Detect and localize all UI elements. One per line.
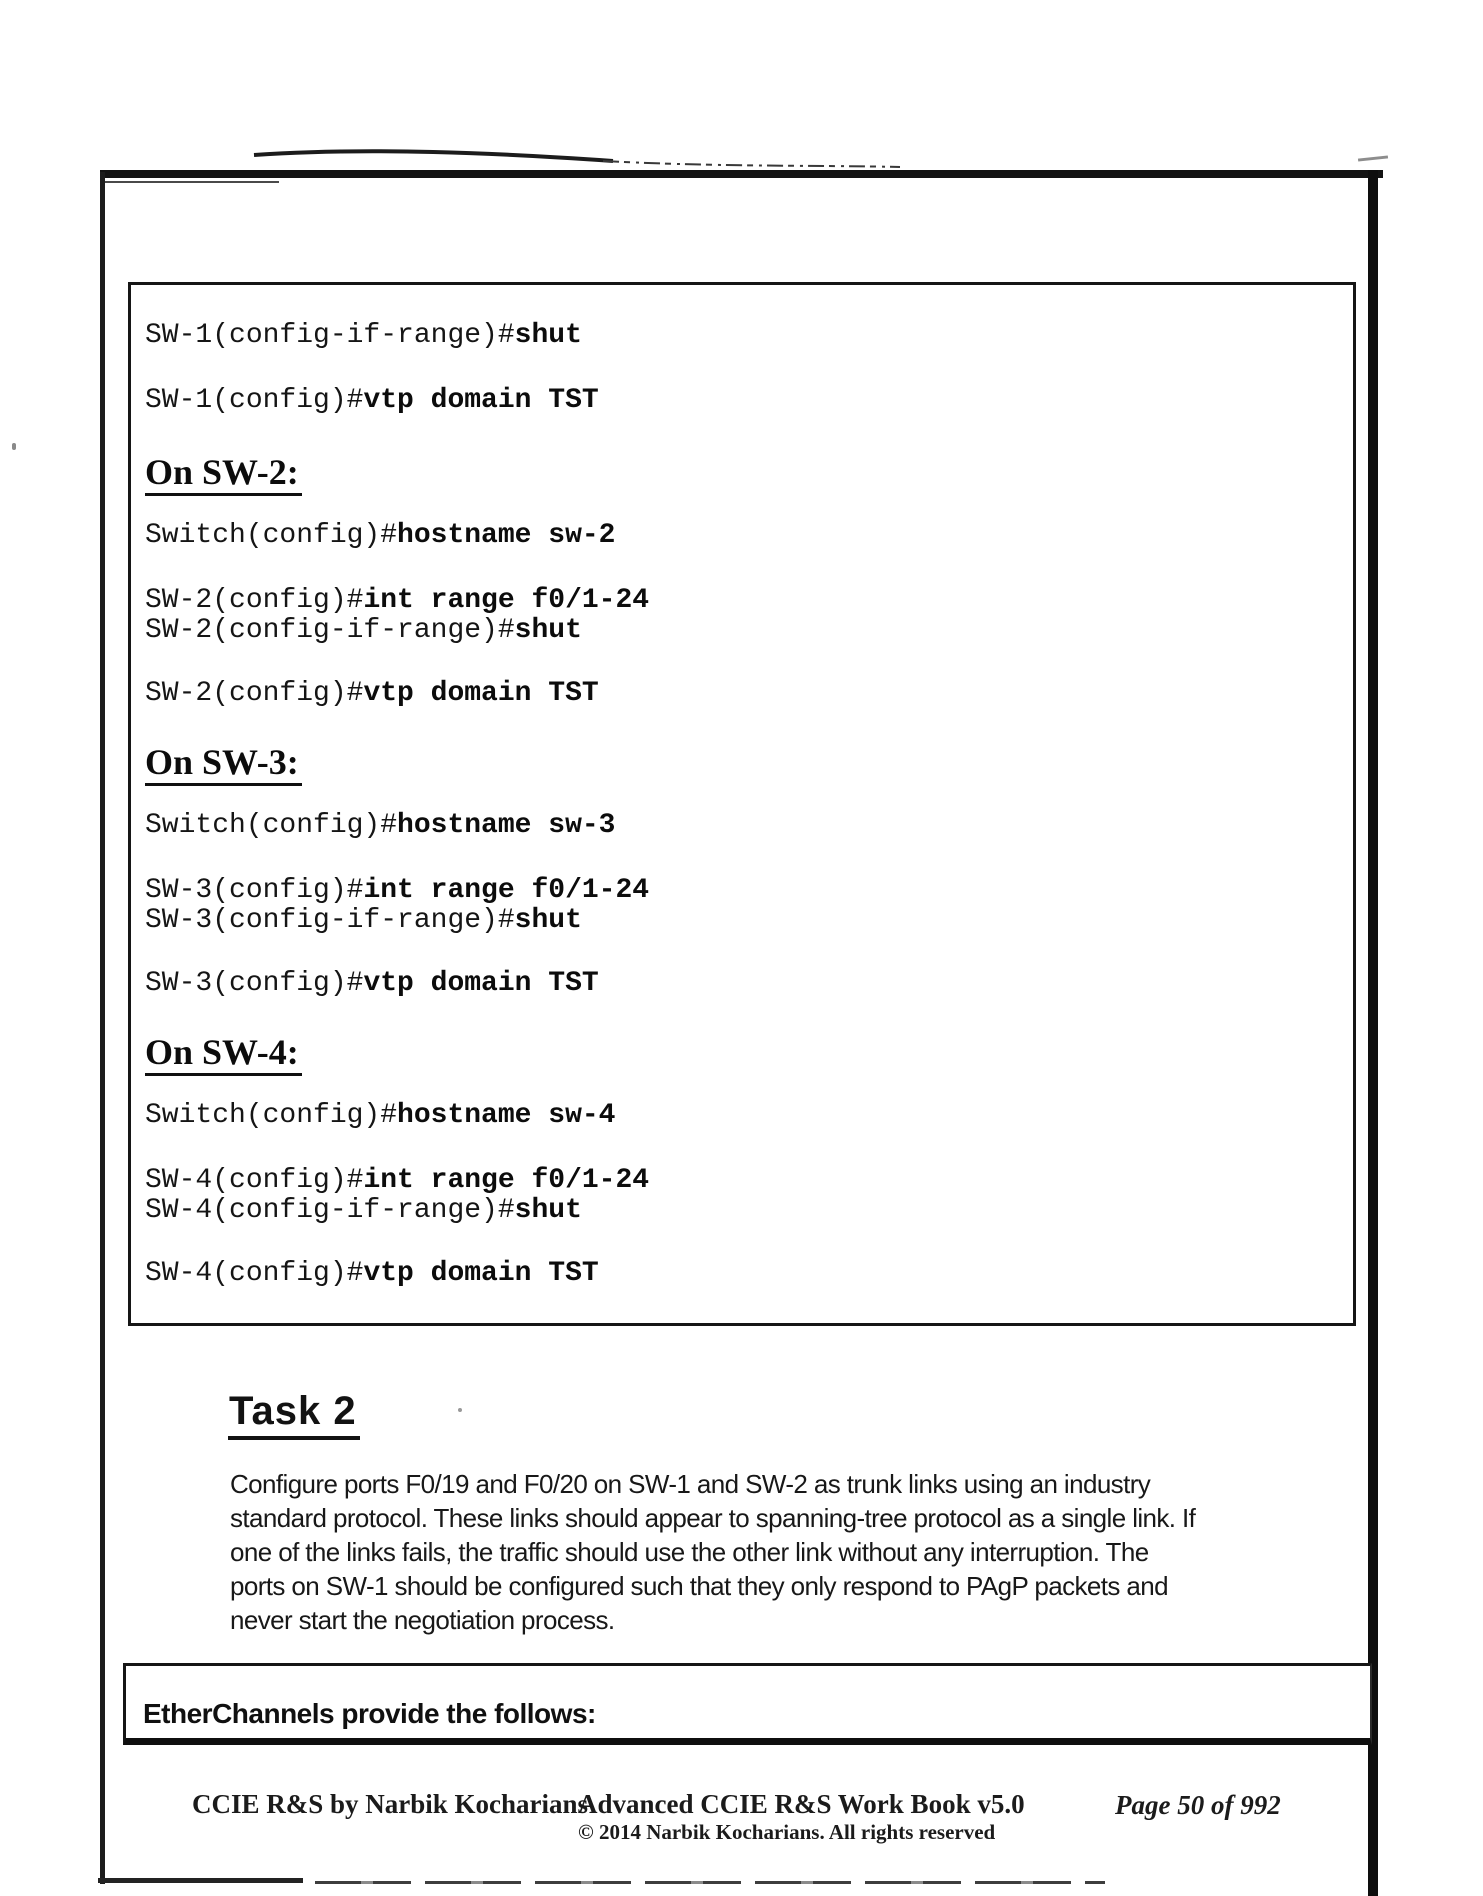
switch-section-heading-text: On SW-3: (145, 742, 302, 786)
code-line (145, 386, 1333, 416)
footer-copyright: © 2014 Narbik Kocharians. All rights reserved (578, 1820, 996, 1844)
code-line (145, 906, 1333, 936)
etherchannel-banner-box (123, 1663, 1372, 1745)
cli-command: shut (514, 905, 582, 936)
page-border-top (100, 170, 1383, 178)
cli-command: shut (514, 1195, 582, 1226)
code-line (145, 616, 1333, 646)
switch-section-heading (145, 452, 1333, 496)
cli-command: hostname sw-4 (397, 1100, 616, 1131)
cli-prompt: SW-2(config)# (145, 585, 364, 616)
switch-section-heading-text: On SW-2: (145, 452, 302, 496)
code-line (145, 679, 1333, 709)
scan-speck (458, 1408, 462, 1412)
cli-command: hostname sw-3 (397, 810, 616, 841)
code-line (145, 1166, 1333, 1196)
cli-prompt: SW-1(config)# (145, 385, 364, 416)
code-line (145, 969, 1333, 999)
cli-prompt: Switch(config)# (145, 810, 398, 841)
cli-prompt: Switch(config)# (145, 1100, 398, 1131)
footer-author: CCIE R&S by Narbik Kocharians (192, 1789, 589, 1819)
task-paragraph-line: never start the negotiation process. (230, 1605, 615, 1635)
cli-command: vtp domain TST (363, 968, 599, 999)
task-heading (228, 1391, 360, 1440)
switch-section-heading-text: On SW-4: (145, 1032, 302, 1076)
page-border-right (1368, 170, 1378, 1896)
code-line (145, 586, 1333, 616)
cli-prompt: SW-1(config-if-range)# (145, 320, 515, 351)
cli-prompt: SW-3(config)# (145, 968, 364, 999)
code-line (145, 1101, 1333, 1131)
etherchannel-banner-title: EtherChannels provide the follows: (143, 1698, 596, 1729)
cli-command: hostname sw-2 (397, 520, 616, 551)
cli-command: vtp domain TST (363, 678, 599, 709)
cli-prompt: SW-4(config)# (145, 1165, 364, 1196)
cli-prompt: Switch(config)# (145, 520, 398, 551)
cli-prompt: SW-2(config-if-range)# (145, 615, 515, 646)
task-paragraph-line: ports on SW-1 should be configured such that they only respond to PAgP packets and (230, 1571, 1168, 1601)
scan-corner-mark (1358, 155, 1388, 161)
task-paragraph-line: Configure ports F0/19 and F0/20 on SW-1 and SW-2 as trunk links using an industry (230, 1469, 1151, 1499)
cli-prompt: SW-4(config-if-range)# (145, 1195, 515, 1226)
switch-section-heading (145, 1032, 1333, 1076)
cli-prompt: SW-2(config)# (145, 678, 364, 709)
code-line (145, 876, 1333, 906)
task-paragraph-line: one of the links fails, the traffic should use the other link without any interruption. The (230, 1537, 1149, 1567)
cli-command: shut (514, 320, 582, 351)
code-line (145, 1259, 1333, 1289)
cli-command: shut (514, 615, 582, 646)
footer-book-title-block (578, 1790, 1025, 1844)
code-line (145, 1196, 1333, 1226)
cli-prompt: SW-3(config)# (145, 875, 364, 906)
cli-command: vtp domain TST (363, 1258, 599, 1289)
scan-speck (12, 443, 16, 450)
cli-command: vtp domain TST (363, 385, 599, 416)
page-border-bottom (98, 1878, 303, 1883)
task-paragraph-line: standard protocol. These links should appear to spanning-tree protocol as a single link. If (230, 1503, 1196, 1533)
code-line (145, 321, 1333, 351)
cli-command: int range f0/1-24 (363, 875, 650, 906)
page-border-bottom-faded (315, 1881, 1105, 1884)
page-border-top-echo (104, 181, 279, 183)
cli-config-box (128, 282, 1356, 1326)
cli-command: int range f0/1-24 (363, 585, 650, 616)
cli-prompt: SW-3(config-if-range)# (145, 905, 515, 936)
task-title: Task 2 (228, 1391, 360, 1440)
cli-prompt: SW-4(config)# (145, 1258, 364, 1289)
footer-book-title: Advanced CCIE R&S Work Book v5.0 (578, 1789, 1025, 1819)
switch-section-heading (145, 742, 1333, 786)
footer-page-number: Page 50 of 992 (1115, 1790, 1281, 1820)
code-line (145, 811, 1333, 841)
cli-command: int range f0/1-24 (363, 1165, 650, 1196)
code-line (145, 521, 1333, 551)
page-border-left (100, 172, 105, 1884)
task-description (230, 1467, 1195, 1637)
